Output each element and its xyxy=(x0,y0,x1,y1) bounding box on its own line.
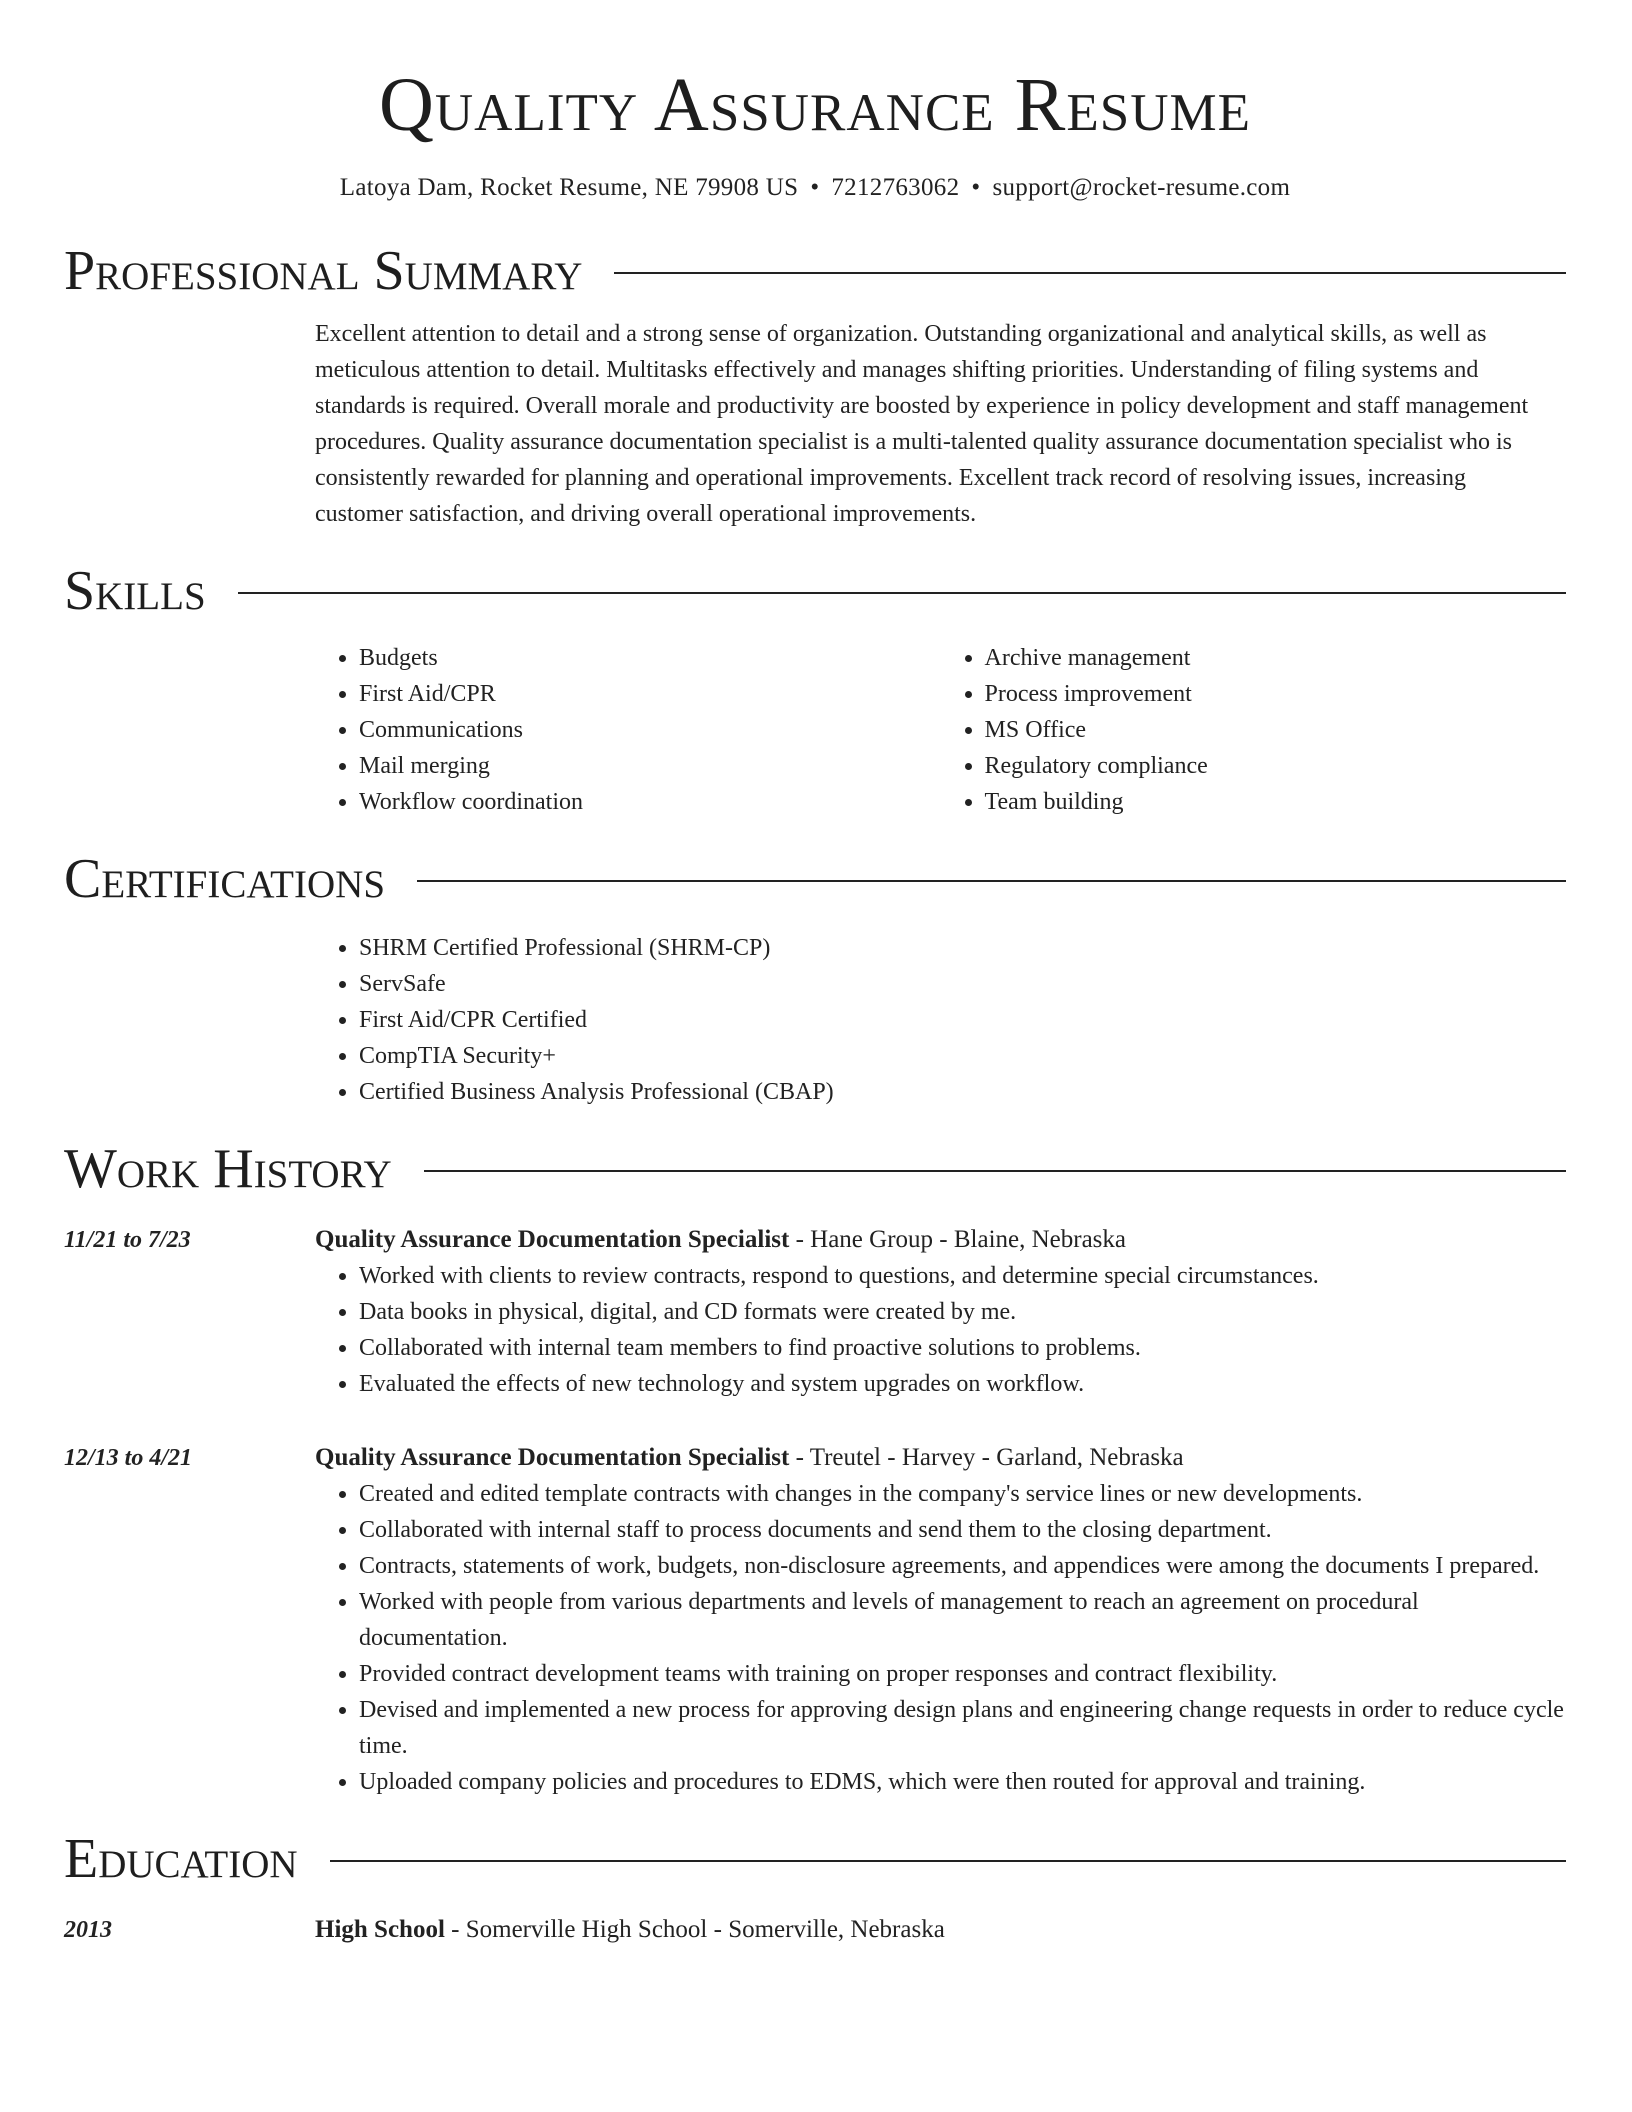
certifications-block xyxy=(315,930,1566,1110)
job-bullet: • Data books in physical, digital, and CD formats were created by me. xyxy=(359,1294,1566,1330)
education-degree: High School xyxy=(315,1916,445,1943)
summary-text: Excellent attention to detail and a strong sense of organization. Outstanding organizational and analytical skills, as well as meticulous attention to detail. Multitasks effectively and manages shifting priorities. Understanding of filing systems and standards is required. Overall morale and productivity are boosted by experience in policy development and staff management procedures. Quality assurance documentation specialist is a multi-talented quality assurance documentation specialist who is consistently rewarded for planning and operational improvements. Excellent track record of resolving issues, increasing customer satisfaction, and driving overall operational improvements. xyxy=(315,321,1529,527)
skill-item: • First Aid/CPR xyxy=(359,676,941,712)
education-list xyxy=(64,1912,1566,1948)
certification-item: • First Aid/CPR Certified xyxy=(359,1002,1566,1038)
job-bullet: • Contracts, statements of work, budgets, non-disclosure agreements, and appendices were among the documents I prepared. xyxy=(359,1548,1566,1584)
section-divider xyxy=(424,1170,1566,1172)
skills-list-left xyxy=(315,640,941,820)
section-title-skills: Skills xyxy=(64,560,206,622)
certification-item: • Certified Business Analysis Professional (CBAP) xyxy=(359,1074,1566,1110)
skill-item: • Budgets xyxy=(359,640,941,676)
education-entry xyxy=(64,1912,1566,1948)
section-header-skills xyxy=(64,558,1566,624)
work-history-list xyxy=(64,1222,1566,1800)
skill-item: • Regulatory compliance xyxy=(985,748,1567,784)
contact-address: Latoya Dam, Rocket Resume, NE 79908 US xyxy=(339,174,799,201)
job-dates: 11/21 to 7/23 xyxy=(64,1227,191,1253)
certification-item: • ServSafe xyxy=(359,966,1566,1002)
section-title-work-history: Work History xyxy=(64,1138,392,1200)
skill-item: • Communications xyxy=(359,712,941,748)
skill-item: • MS Office xyxy=(985,712,1567,748)
section-divider xyxy=(330,1860,1566,1862)
skills-grid xyxy=(315,640,1566,820)
skill-item: • Workflow coordination xyxy=(359,784,941,820)
skill-item: • Team building xyxy=(985,784,1567,820)
job-bullet: • Evaluated the effects of new technology and system upgrades on workflow. xyxy=(359,1366,1566,1402)
education-school-location: - Somerville High School - Somerville, Nebraska xyxy=(444,1916,945,1943)
job-company-location: - Hane Group - Blaine, Nebraska xyxy=(789,1226,1127,1253)
certifications-list xyxy=(315,930,1566,1110)
section-divider xyxy=(417,880,1566,882)
section-header-work-history xyxy=(64,1136,1566,1202)
job-heading xyxy=(315,1440,1566,1476)
job-entry xyxy=(64,1222,1566,1402)
job-company-location: - Treutel - Harvey - Garland, Nebraska xyxy=(789,1444,1184,1471)
document-title: Quality Assurance Resume xyxy=(379,63,1251,147)
section-divider xyxy=(238,592,1566,594)
job-bullet: • Worked with clients to review contracts, respond to questions, and determine special circumstances. xyxy=(359,1258,1566,1294)
section-divider xyxy=(614,272,1566,274)
job-bullet: • Worked with people from various departments and levels of management to reach an agreement on procedural documentation. xyxy=(359,1584,1566,1656)
certification-item: • CompTIA Security+ xyxy=(359,1038,1566,1074)
skill-item: • Mail merging xyxy=(359,748,941,784)
job-bullet: • Provided contract development teams with training on proper responses and contract flexibility. xyxy=(359,1656,1566,1692)
section-title-certifications: Certifications xyxy=(64,848,386,910)
job-bullet: • Collaborated with internal staff to process documents and send them to the closing department. xyxy=(359,1512,1566,1548)
contact-email: support@rocket-resume.com xyxy=(992,174,1291,201)
education-content xyxy=(315,1912,1566,1948)
job-entry xyxy=(64,1440,1566,1800)
section-header-education xyxy=(64,1826,1566,1892)
skill-item: • Process improvement xyxy=(985,676,1567,712)
skill-item: • Archive management xyxy=(985,640,1567,676)
job-bullet: • Devised and implemented a new process for approving design plans and engineering change requests in order to reduce cycle time. xyxy=(359,1692,1566,1764)
contact-separator: • xyxy=(971,174,981,201)
section-title-education: Education xyxy=(64,1828,298,1890)
contact-phone: 7212763062 xyxy=(831,174,960,201)
section-header-summary xyxy=(64,238,1566,304)
job-bullet: • Collaborated with internal team members to find proactive solutions to problems. xyxy=(359,1330,1566,1366)
job-title: Quality Assurance Documentation Specialist xyxy=(315,1444,790,1471)
job-title: Quality Assurance Documentation Specialist xyxy=(315,1226,790,1253)
job-bullet-list xyxy=(315,1258,1566,1402)
section-header-certifications xyxy=(64,846,1566,912)
job-bullet: • Uploaded company policies and procedures to EDMS, which were then routed for approval and training. xyxy=(359,1764,1566,1800)
job-dates: 12/13 to 4/21 xyxy=(64,1445,193,1471)
skills-list-right xyxy=(941,640,1567,820)
education-year: 2013 xyxy=(64,1917,112,1943)
contact-separator: • xyxy=(810,174,820,201)
job-content xyxy=(315,1440,1566,1800)
job-bullet: • Created and edited template contracts with changes in the company's service lines or new developments. xyxy=(359,1476,1566,1512)
job-heading xyxy=(315,1222,1566,1258)
resume-page xyxy=(64,0,1566,1948)
section-title-summary: Professional Summary xyxy=(64,240,583,302)
job-bullet-list xyxy=(315,1476,1566,1800)
certification-item: • SHRM Certified Professional (SHRM-CP) xyxy=(359,930,1566,966)
job-content xyxy=(315,1222,1566,1402)
education-heading xyxy=(315,1912,1566,1948)
contact-line xyxy=(64,172,1566,204)
